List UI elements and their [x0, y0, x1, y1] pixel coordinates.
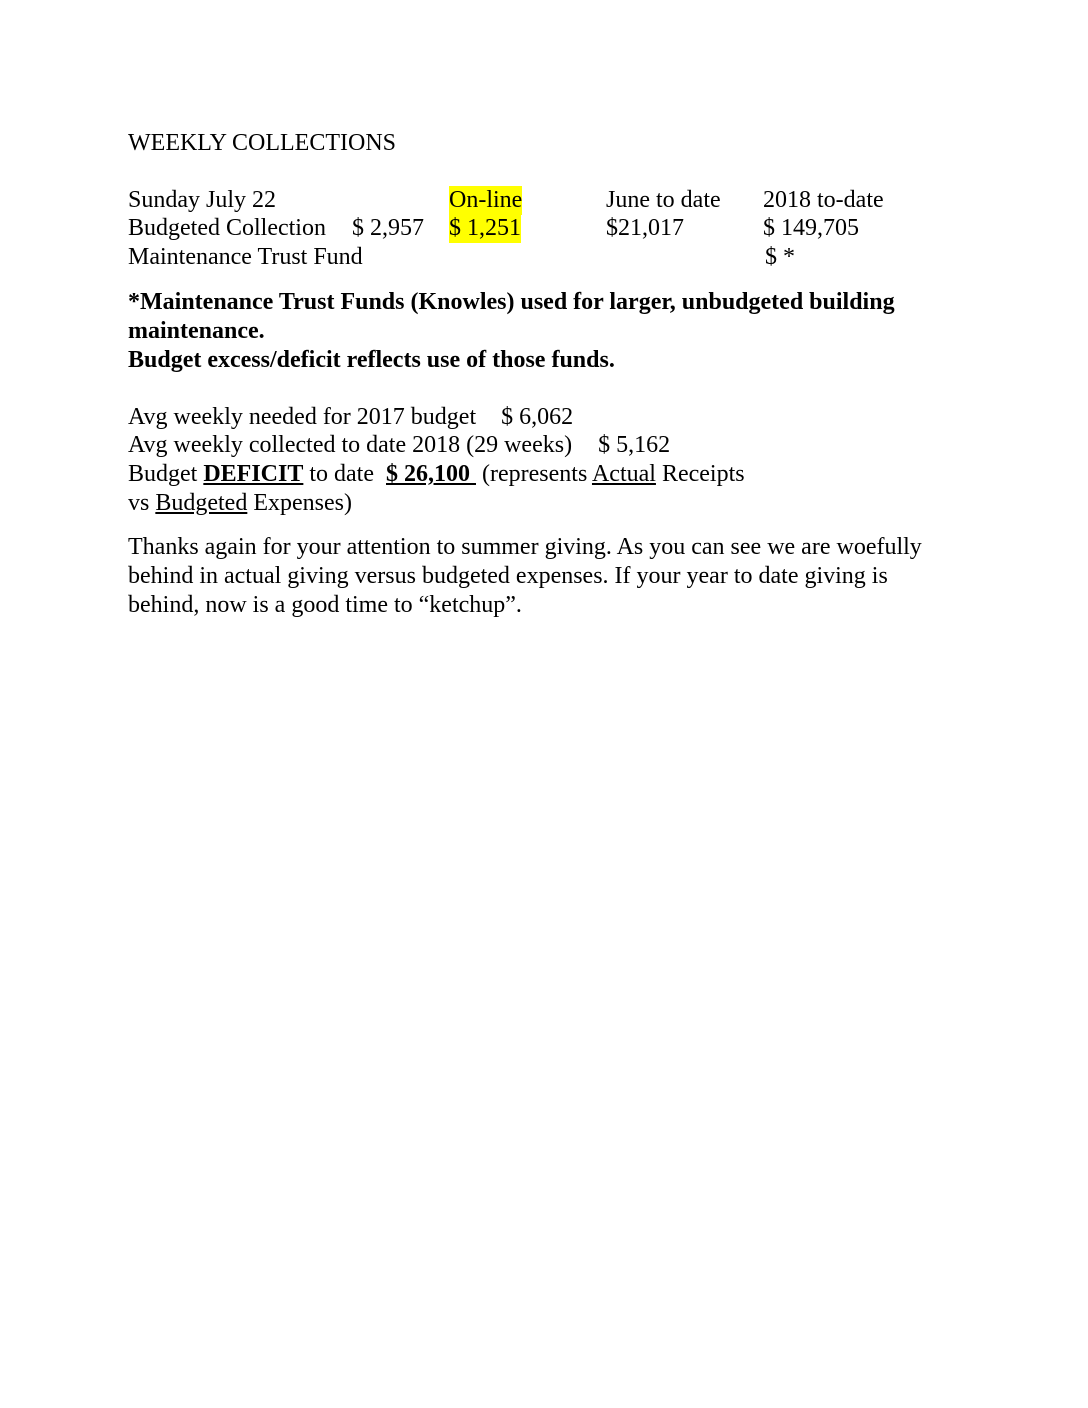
avg-collected-line	[128, 431, 670, 460]
maintenance-fund-ytd: $ *	[765, 244, 795, 270]
row-sunday-label: Sunday July 22	[128, 187, 277, 213]
note-line-2: maintenance.	[128, 318, 265, 344]
closing-line-3: behind, now is a good time to “ketchup”.	[128, 592, 522, 618]
deficit-amount: $ 26,100	[386, 461, 476, 487]
ytd-header: 2018 to-date	[763, 187, 884, 213]
june-header: June to date	[606, 187, 721, 213]
receipts-word: Receipts	[655, 461, 745, 487]
document-title: WEEKLY COLLECTIONS	[128, 130, 396, 156]
closing-line-1: Thanks again for your attention to summer giving. As you can see we are woefully	[128, 534, 922, 560]
deficit-word: DEFICIT	[203, 461, 304, 487]
avg-collected-label: Avg weekly collected to date 2018 (29 weeks)	[128, 432, 573, 458]
maintenance-fund-label: Maintenance Trust Fund	[128, 244, 363, 270]
vs-word: vs	[128, 490, 156, 516]
closing-line-2: behind in actual giving versus budgeted expenses. If your year to date giving is	[128, 563, 888, 589]
avg-needed-line	[128, 403, 573, 432]
deficit-paren-start: (represents	[476, 461, 592, 487]
deficit-line	[128, 460, 745, 489]
ytd-amount: $ 149,705	[763, 215, 859, 241]
avg-needed-value: $ 6,062	[501, 404, 574, 430]
actual-word: Actual	[591, 461, 656, 487]
budgeted-word: Budgeted	[155, 490, 248, 516]
avg-needed-label: Avg weekly needed for 2017 budget	[128, 404, 477, 430]
online-amount: $ 1,251	[449, 215, 521, 241]
note-line-3: Budget excess/deficit reflects use of those funds.	[128, 347, 615, 373]
budgeted-collection-label: Budgeted Collection	[128, 215, 326, 241]
budgeted-collection-amount: $ 2,957	[352, 215, 424, 241]
note-line-1: *Maintenance Trust Funds (Knowles) used for larger, unbudgeted building	[128, 289, 895, 315]
deficit-prefix: Budget	[128, 461, 204, 487]
deficit-line-2	[128, 489, 352, 518]
deficit-mid: to date	[303, 461, 374, 487]
june-amount: $21,017	[606, 215, 684, 241]
avg-collected-value: $ 5,162	[598, 432, 671, 458]
expenses-word: Expenses)	[247, 490, 352, 516]
online-header: On-line	[449, 187, 523, 213]
